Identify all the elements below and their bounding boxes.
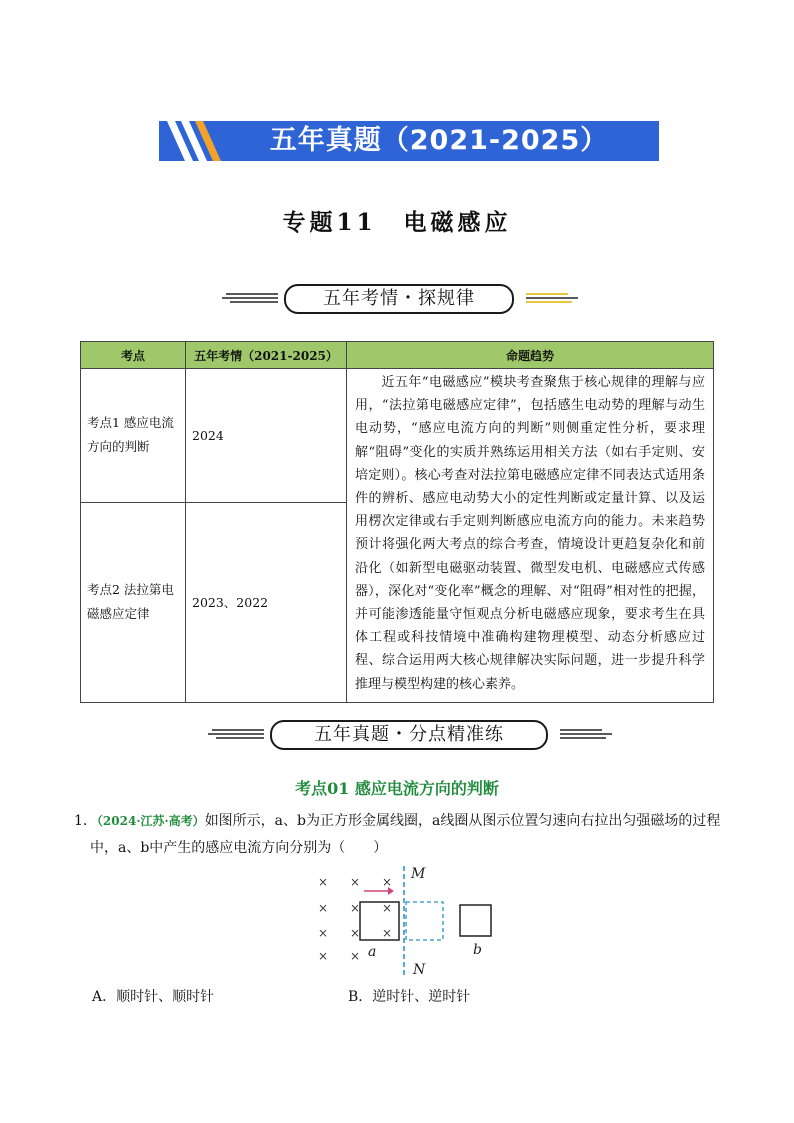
field-mark: × (350, 901, 361, 915)
point-title: 考点01 感应电流方向的判断 (295, 779, 499, 798)
question-number: 1． (74, 813, 97, 829)
subject-title: 专题11 电磁感应 (282, 209, 512, 236)
field-mark: × (350, 949, 361, 963)
field-mark: × (382, 926, 393, 940)
coil-a-final-position (406, 902, 443, 940)
header-point: 考点 (81, 342, 186, 369)
field-mark: × (318, 949, 329, 963)
section-header-trends (0, 283, 794, 313)
section-label: 五年真题・分点精准练 (270, 720, 548, 750)
section-header-practice (0, 719, 794, 749)
field-mark: × (382, 901, 393, 915)
label-b: b (473, 942, 482, 958)
option-a[interactable]: A．顺时针、顺时针 (92, 989, 215, 1005)
trend-table (80, 341, 714, 703)
field-mark: × (318, 926, 329, 940)
trend-text: 近五年“电磁感应”模块考查聚焦于核心规律的理解与应用，“法拉第电磁感应定律”，包括感生电动势的理解与动生电动势，“感应电流方向的判断”则侧重定性分析，要求理解“阻碍”变化的实质并熟练运用相关方法（如右手定则、安培定则）。核心考查对法拉第电磁感应定律不同表达式适用条件的辨析、感应电动势大小的定性判断或定量计算、以及运用楞次定律或右手定则判断感应电流方向的能力。未来趋势预计将强化两大考点的综合考查，情境设计更趋复杂化和前沿化（如新型电磁驱动装置、微型发电机、电磁感应式传感器），深化对“变化率”概念的理解、对“阻碍”相对性的把握，并可能渗透能量守恒观点分析电磁感应现象，要求考生在具体工程或科技情境中准确构建物理模型、动态分析感应过程、综合运用两大核心规律解决实际问题，进一步提升科学推理与模型构建的核心素养。 (355, 375, 705, 692)
field-mark: × (382, 875, 393, 889)
decorative-lines-right (522, 289, 582, 307)
label-a: a (368, 944, 377, 960)
question-stem-1: 如图所示，a、b为正方形金属线圈，a线圈从图示位置匀速向右拉出匀强磁场的过程 (204, 813, 721, 829)
coil-a (360, 902, 399, 940)
field-mark: × (318, 901, 329, 915)
point-cell: 考点1 感应电流方向的判断 (81, 369, 186, 503)
coil-b (460, 905, 491, 936)
section-label: 五年考情・探规律 (284, 284, 514, 314)
header-years: 五年考情（2021-2025） (186, 342, 347, 369)
magnetic-field-figure (310, 862, 500, 980)
point-cell: 考点2 法拉第电磁感应定律 (81, 502, 186, 702)
table-row (81, 369, 714, 503)
banner-title: 五年真题（2021-2025） (269, 125, 609, 156)
label-n: N (413, 962, 426, 978)
decorative-lines-left (208, 725, 268, 743)
trend-cell (347, 369, 714, 703)
stripe-decoration (159, 121, 229, 161)
years-cell: 2023、2022 (186, 502, 347, 702)
question-line-1 (74, 808, 724, 835)
header-trend: 命题趋势 (347, 342, 714, 369)
question-1 (74, 808, 724, 862)
field-mark: × (318, 875, 329, 889)
question-line-2: 中，a、b中产生的感应电流方向分别为（ ） (90, 840, 388, 856)
title-banner (159, 121, 659, 161)
decorative-lines-left (222, 289, 282, 307)
field-mark: × (350, 875, 361, 889)
decorative-lines-right (556, 725, 616, 743)
label-m: M (411, 866, 426, 882)
years-cell: 2024 (186, 369, 347, 503)
option-b[interactable]: B．逆时针、逆时针 (348, 989, 471, 1005)
field-mark: × (350, 926, 361, 940)
question-source: （2024·江苏·高考） (96, 814, 205, 828)
table-header-row (81, 342, 714, 369)
